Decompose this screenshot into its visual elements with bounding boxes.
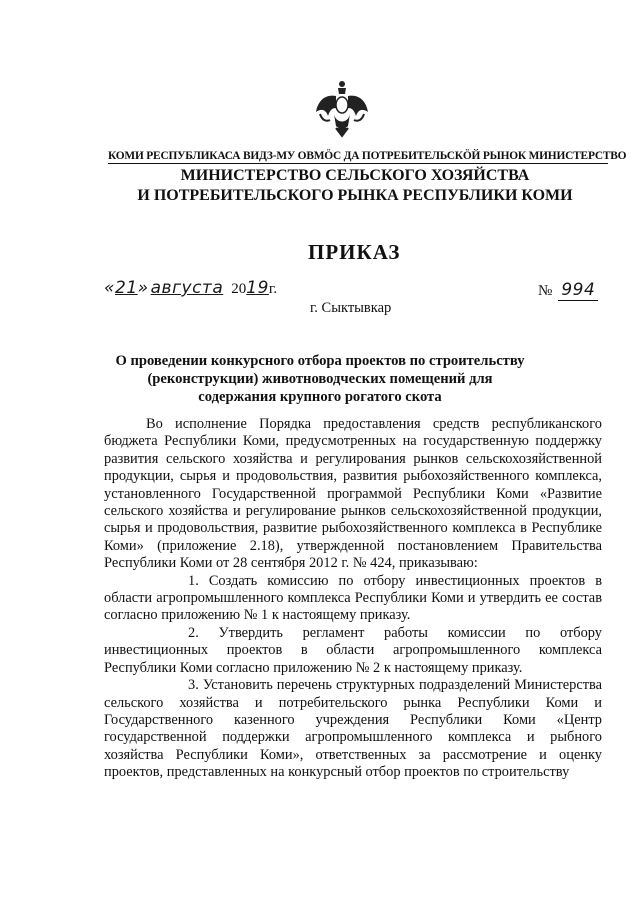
date-day: 21 [115, 278, 138, 298]
order-subject: О проведении конкурсного отбора проектов по строительству (реконструкции) животноводческих помещений для содержания крупного рогатого скота [115, 353, 525, 405]
number-value: 994 [558, 280, 598, 301]
komi-coat-of-arms-icon [314, 78, 370, 138]
item-number: 2. [188, 624, 199, 641]
date-month: августа [150, 278, 224, 298]
item-text: Установить перечень структурных подразделений Министерства сельского хозяйства и потребительского рынка Республики Коми и Государственного казенного учреждения Республики Коми «Центр государственной поддержки агропромышленного комплекса и рыбного хозяйства Республики Коми», ответственных за рассмотрение и оценку проектов, представленных на конкурсный отбор проектов по строительству [104, 677, 602, 781]
order-number [538, 280, 598, 301]
date-close-quote: » [137, 278, 149, 298]
item-number: 1. [188, 572, 199, 589]
order-date [104, 278, 277, 298]
ministry-name-line-1: МИНИСТЕРСТВО СЕЛЬСКОГО ХОЗЯЙСТВА [180, 167, 530, 184]
date-year-prefix: 20 [231, 281, 247, 297]
list-item [104, 677, 602, 781]
item-text: Утвердить регламент работы комиссии по отбору инвестиционных проектов в области агропромышленного комплекса Республики Коми согласно приложению № 2 к настоящему приказу. [104, 624, 602, 676]
order-body [104, 416, 602, 782]
city: г. Сыктывкар [310, 300, 392, 316]
date-year-unit: г. [268, 281, 278, 297]
item-text: Создать комиссию по отбору инвестиционных проектов в области агропромышленного комплекса Республики Коми и утвердить ее состав согласно приложению № 1 к настоящему приказу. [104, 572, 602, 624]
date-open-quote: « [104, 278, 115, 298]
header-komi-language: КОМИ РЕСПУБЛИКАСА ВИДЗ-МУ ОВМÖС ДА ПОТРЕБИТЕЛЬСКÖЙ РЫНОК МИНИСТЕРСТВО [108, 150, 627, 162]
ministry-name-line-2: И ПОТРЕБИТЕЛЬСКОГО РЫНКА РЕСПУБЛИКИ КОМИ [137, 187, 573, 204]
date-year-suffix: 19 [246, 278, 269, 298]
ministry-name [100, 166, 610, 206]
item-number: 3. [188, 677, 199, 694]
number-label: № [538, 283, 553, 299]
list-item [104, 625, 602, 677]
document-title: ПРИКАЗ [308, 240, 401, 264]
list-item [104, 573, 602, 625]
body-intro: Во исполнение Порядка предоставления средств республиканского бюджета Республики Коми, предусмотренных на государственную поддержку развития сельского хозяйства и регулирования рынков сельскохозяйственной продукции, сырья и продовольствия, развития рыбохозяйственного комплекса, установленного Государственной программой Республики Коми «Развитие сельского хозяйства и регулирование рынков сельскохозяйственной продукции, сырья и продовольствия, развитие рыбохозяйственного комплекса в Республике Коми» (приложение 2.18), утвержденной постановлением Правительства Республики Коми от 28 сентября 2012 г. № 424, приказываю: [104, 416, 602, 572]
